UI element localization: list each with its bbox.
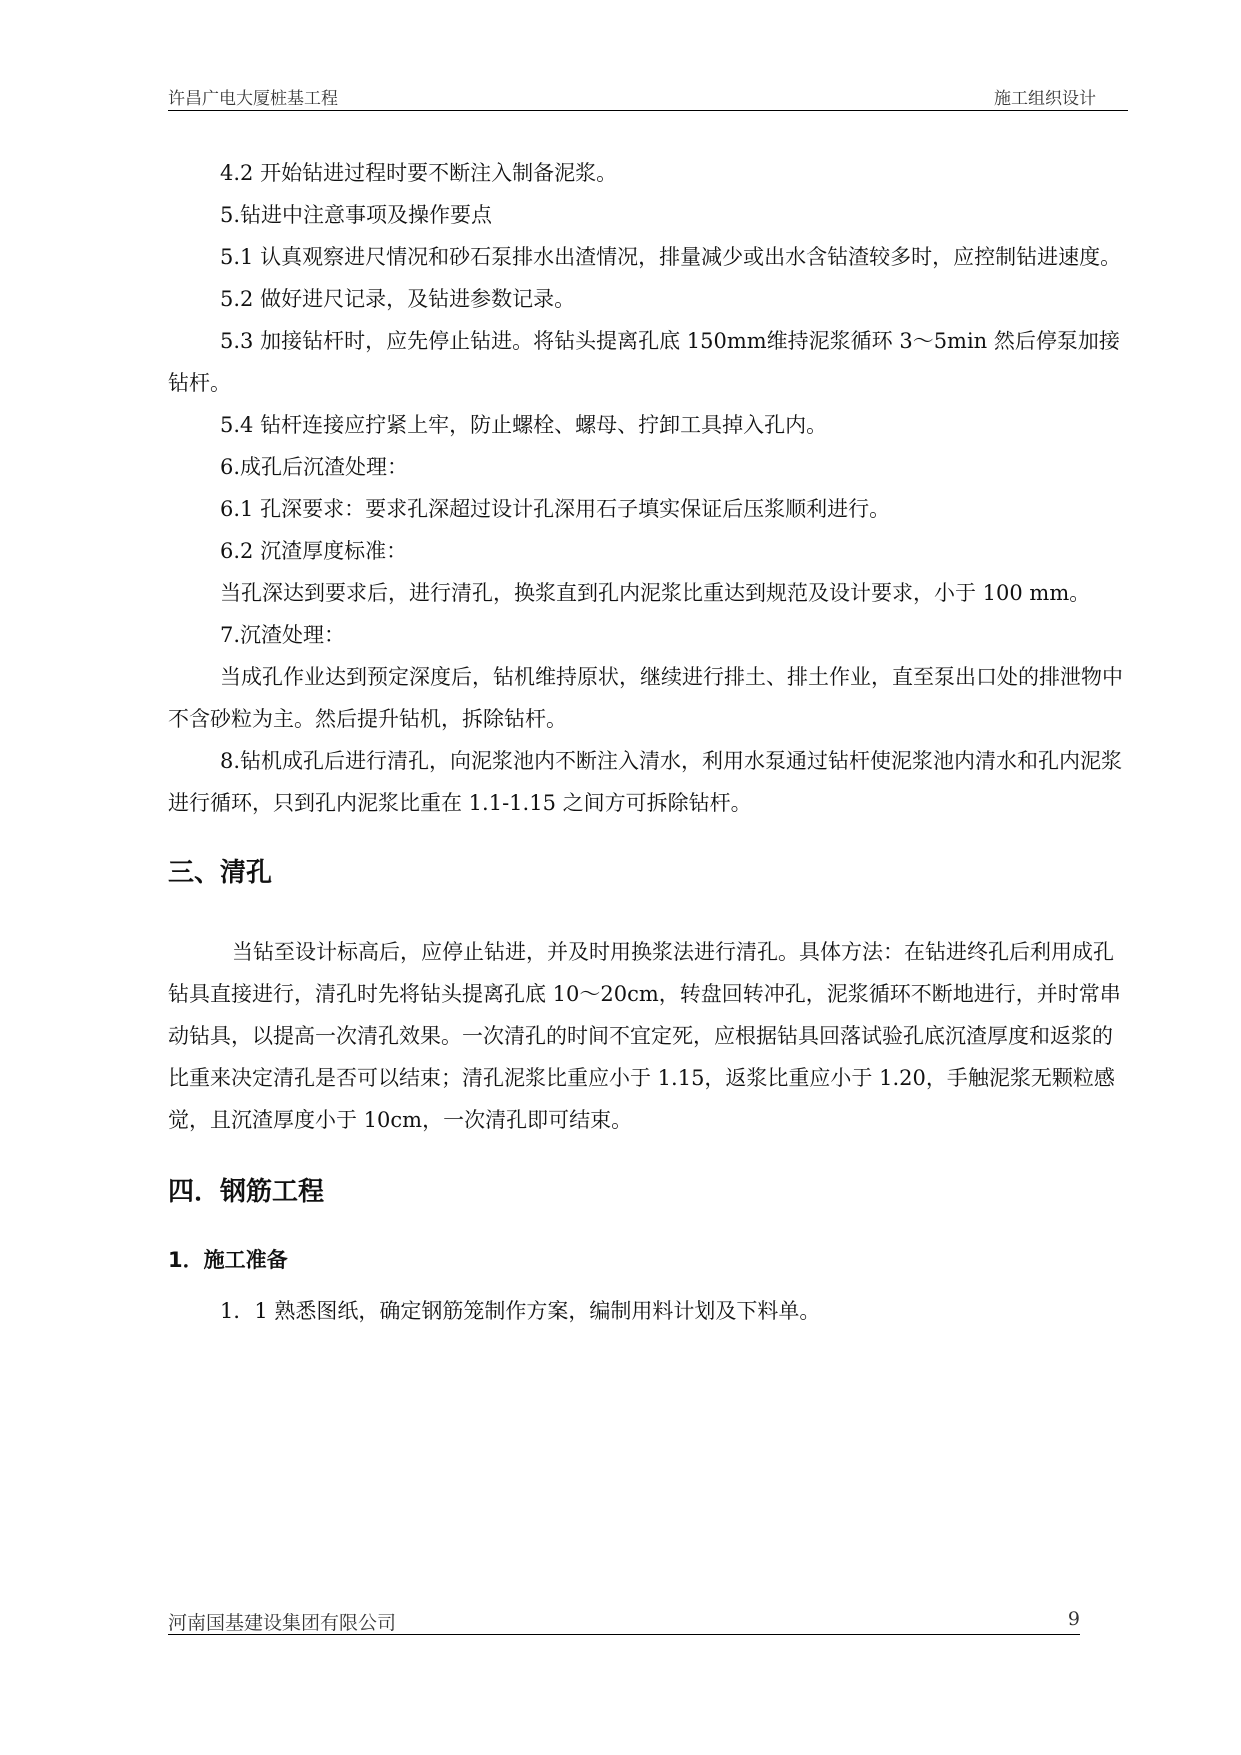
- subsection-heading: 1．施工准备: [168, 1248, 288, 1272]
- paragraph: 5.3 加接钻杆时，应先停止钻进。将钻头提离孔底 150mm维持泥浆循环 3～5min 然后停泵加接钻杆。: [168, 329, 1120, 395]
- paragraph: 1．1 熟悉图纸，确定钢筋笼制作方案，编制用料计划及下料单。: [220, 1299, 821, 1323]
- header-project-name: 许昌广电大厦桩基工程: [168, 89, 338, 109]
- page-header: [168, 84, 1128, 111]
- paragraph: 5.钻进中注意事项及操作要点: [220, 203, 493, 227]
- header-document-type: 施工组织设计: [994, 89, 1096, 109]
- page-number: 9: [1067, 1608, 1080, 1630]
- paragraph: 7.沉渣处理：: [220, 623, 346, 647]
- paragraph: 5.1 认真观察进尺情况和砂石泵排水出渣情况，排量减少或出水含钻渣较多时，应控制钻进速度。: [220, 245, 1122, 269]
- paragraph: 8.钻机成孔后进行清孔，向泥浆池内不断注入清水，利用水泵通过钻杆使泥浆池内清水和孔内泥浆进行循环，只到孔内泥浆比重在 1.1-1.15 之间方可拆除钻杆。: [168, 749, 1123, 815]
- section-heading-4: 四．钢筋工程: [168, 1177, 325, 1207]
- paragraph: 5.2 做好进尺记录，及钻进参数记录。: [220, 287, 576, 311]
- paragraph: 6.1 孔深要求：要求孔深超过设计孔深用石子填实保证后压浆顺利进行。: [220, 497, 891, 521]
- paragraph: 4.2 开始钻进过程时要不断注入制备泥浆。: [220, 161, 618, 185]
- section-heading-3: 三、清孔: [168, 858, 273, 888]
- footer-company-name: 河南国基建设集团有限公司: [168, 1612, 397, 1634]
- paragraph: 5.4 钻杆连接应拧紧上牢，防止螺栓、螺母、拧卸工具掉入孔内。: [220, 413, 828, 437]
- paragraph: 当成孔作业达到预定深度后，钻机维持原状，继续进行排土、排土作业，直至泵出口处的排泄物中不含砂粒为主。然后提升钻机，拆除钻杆。: [168, 665, 1123, 731]
- paragraph: 当孔深达到要求后，进行清孔，换浆直到孔内泥浆比重达到规范及设计要求，小于 100 mm。: [220, 581, 1091, 605]
- paragraph: 当钻至设计标高后，应停止钻进，并及时用换浆法进行清孔。具体方法：在钻进终孔后利用成孔钻具直接进行，清孔时先将钻头提离孔底 10～20cm，转盘回转冲孔，泥浆循环不断地进行，并时常串动钻具，以提高一次清孔效果。一次清孔的时间不宜定死，应根据钻具回落试验孔底沉渣厚度和返浆的比重来决定清孔是否可以结束；清孔泥浆比重应小于 1.15，返浆比重应小于 1.20，手触泥浆无颗粒感觉，且沉渣厚度小于 10cm，一次清孔即可结束。: [168, 940, 1121, 1132]
- paragraph: 6.成孔后沉渣处理：: [220, 455, 409, 479]
- paragraph: 6.2 沉渣厚度标准：: [220, 539, 408, 563]
- page-content: [168, 152, 1128, 1332]
- page-footer: [168, 1608, 1080, 1635]
